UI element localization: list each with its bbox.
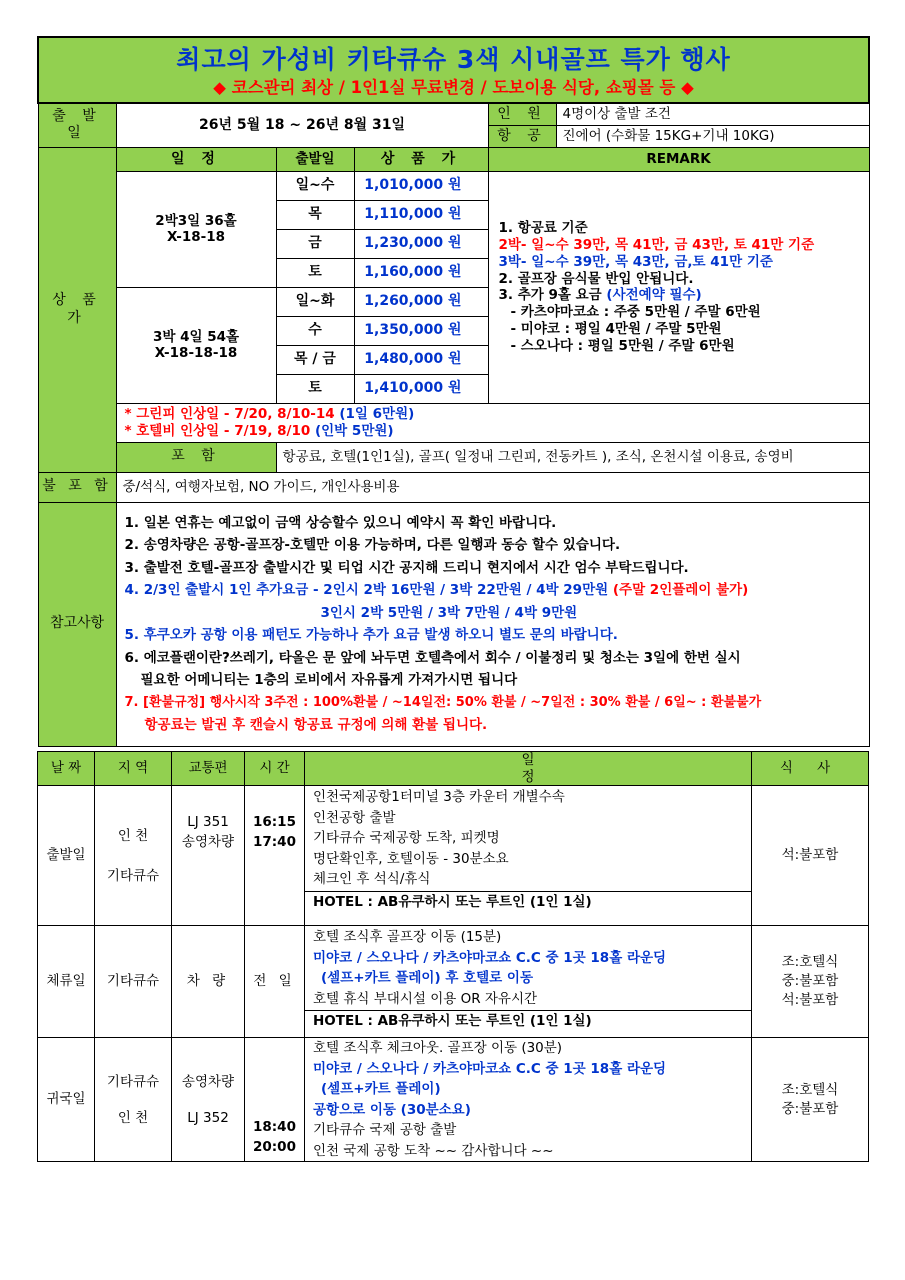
package-price: 1,110,000 원: [354, 200, 488, 229]
itin-header-region: 지 역: [95, 751, 172, 786]
col-header-schedule: 일 정: [116, 147, 276, 171]
itin-time: 전 일: [245, 926, 305, 1038]
itin-transport: 송영차량 LJ 352: [172, 1038, 245, 1162]
departure-day: 목: [276, 200, 354, 229]
included-value: 항공료, 호텔(1인1실), 골프( 일정내 그린피, 전동카트 ), 조식, 온천시설 이용료, 송영비: [276, 442, 869, 472]
hotel-info: HOTEL : AB유쿠하시 또는 루트인 (1인 1실): [305, 1010, 751, 1032]
itin-transport: LJ 351 송영차량: [172, 786, 245, 926]
title-banner: [38, 37, 869, 103]
product-price-label: 상 품 가: [38, 147, 116, 472]
itin-schedule: 호텔 조식후 체크아웃. 골프장 이동 (30분) 미야코 / 스오나다 / 카츠야마코쇼 C.C 중 1곳 18홀 라운딩 (셀프+카트 플레이) 공항으로 이동 (30분소요) 기타큐슈 국제 공항 출발 인천 국제 공항 도착 ~~ 감사합니다 ~~: [305, 1038, 752, 1162]
departure-label: 출 발 일: [38, 103, 116, 147]
departure-day: 목 / 금: [276, 345, 354, 374]
surcharge-notes: * 그린피 인상일 - 7/20, 8/10-14 (1일 6만원) * 호텔비 인상일 - 7/19, 8/10 (인박 5만원): [116, 403, 869, 442]
itinerary-table: [37, 751, 869, 1163]
itin-header-meal: 식 사: [752, 751, 869, 786]
itin-header-time: 시 간: [245, 751, 305, 786]
excluded-label: 불 포 함: [38, 472, 116, 502]
itin-region: 기타큐슈 인 천: [95, 1038, 172, 1162]
itin-date: 체류일: [38, 926, 95, 1038]
package-price: 1,160,000 원: [354, 258, 488, 287]
itin-date: 출발일: [38, 786, 95, 926]
itin-schedule: 인천국제공항1터미널 3층 카운터 개별수속 인천공항 출발 기타큐슈 국제공항 도착, 피켓명 명단확인후, 호텔이동 - 30분소요 체크인 후 석식/휴식 HOTEL : AB유쿠하시 또는 루트인 (1인 1실): [305, 786, 752, 926]
itin-region: 기타큐슈: [95, 926, 172, 1038]
itin-date: 귀국일: [38, 1038, 95, 1162]
package-price: 1,410,000 원: [354, 374, 488, 403]
itin-schedule: 호텔 조식후 골프장 이동 (15분) 미야코 / 스오나다 / 카츠야마코쇼 C.C 중 1곳 18홀 라운딩 (셀프+카트 플레이) 후 호텔로 이동 호텔 휴식 부대시설 이용 OR 자유시간 HOTEL : AB유쿠하시 또는 루트인 (1인 1실): [305, 926, 752, 1038]
package-price: 1,350,000 원: [354, 316, 488, 345]
itin-time: 16:15 17:40: [245, 786, 305, 926]
remark-box: 1. 항공료 기준 2박- 일~수 39만, 목 41만, 금 43만, 토 41만 기준 3박- 일~수 39만, 목 43만, 금,토 41만 기준 2. 골프장 음식물 반입 안됩니다. 3. 추가 9홀 요금 (사전예약 필수) - 카츠야마코쇼 : 주중 5만원 / 주말 6만원 - 미야코 : 평일 4만원 / 주말 5만원 - 스오나다 : 평일 5만원 / 주말 6만원: [488, 171, 869, 403]
departure-day: 수: [276, 316, 354, 345]
package-price: 1,230,000 원: [354, 229, 488, 258]
included-label: 포 함: [116, 442, 276, 472]
package-price: 1,260,000 원: [354, 287, 488, 316]
departure-day: 일~수: [276, 171, 354, 200]
notes-box: 1. 일본 연휴는 예고없이 금액 상승할수 있으니 예약시 꼭 확인 바랍니다. 2. 송영차량은 공항-골프장-호텔만 이용 가능하며, 다른 일행과 동승 할수 있습니다. 3. 출발전 호텔-골프장 출발시간 및 티업 시간 공지해 드리니 현지에서 시간 엄수 부탁드립니다. 4. 2/3인 출발시 1인 추가요금 - 2인시 2박 16만원 / 3박 22만원 / 4박 29만원 (주말 2인플레이 불가) 3인시 2박 5만원 / 3박 7만원 / 4박 9만원 5. 후쿠오카 공항 이용 패턴도 가능하나 추가 요금 발생 하오니 별도 문의 바랍니다. 6. 에코플랜이란?쓰레기, 타올은 문 앞에 놔두면 호텔측에서 회수 / 이불정리 및 청소는 3일에 한번 실시 필요한 어메니티는 1층의 로비에서 자유롭게 가져가시면 됩니다 7. [환불규정] 행사시작 3주전 : 100%환불 / ~14일전: 50% 환불 / ~7일전 : 30% 환불 / 6일~ : 환불불가 항공료는 발권 후 캔슬시 항공료 규정에 의해 환불 됩니다.: [116, 502, 869, 746]
departure-day: 토: [276, 258, 354, 287]
page-title: 최고의 가성비 키타큐슈 3색 시내골프 특가 행사: [176, 44, 731, 74]
info-table: [37, 36, 870, 747]
itin-header-transport: 교통편: [172, 751, 245, 786]
excluded-value: 중/석식, 여행자보험, NO 가이드, 개인사용비용: [116, 472, 869, 502]
hotel-info: HOTEL : AB유쿠하시 또는 루트인 (1인 1실): [305, 891, 751, 913]
itin-region: 인 천 기타큐슈: [95, 786, 172, 926]
itin-meal: 조:호텔식 중:불포함 석:불포함: [752, 926, 869, 1038]
departure-day: 금: [276, 229, 354, 258]
people-label: 인 원: [488, 103, 556, 125]
package-name: 2박3일 36홀 X-18-18: [116, 171, 276, 287]
departure-day: 토: [276, 374, 354, 403]
tour-flyer: [37, 36, 868, 1162]
itin-meal: 조:호텔식 중:불포함: [752, 1038, 869, 1162]
itin-transport: 차 량: [172, 926, 245, 1038]
itin-header-date: 날 짜: [38, 751, 95, 786]
page-subtitle: ◆ 코스관리 최상 / 1인1실 무료변경 / 도보이용 식당, 쇼핑몰 등 ◆: [213, 77, 694, 97]
departure-day: 일~화: [276, 287, 354, 316]
itin-header-schedule: 일 정: [305, 751, 752, 786]
col-header-price: 상 품 가: [354, 147, 488, 171]
package-price: 1,480,000 원: [354, 345, 488, 374]
people-value: 4명이상 출발 조건: [556, 103, 869, 125]
departure-value: 26년 5월 18 ~ 26년 8월 31일: [116, 103, 488, 147]
airline-label: 항 공: [488, 125, 556, 147]
itin-meal: 석:불포함: [752, 786, 869, 926]
package-price: 1,010,000 원: [354, 171, 488, 200]
col-header-remark: REMARK: [488, 147, 869, 171]
notes-label: 참고사항: [38, 502, 116, 746]
airline-value: 진에어 (수화물 15KG+기내 10KG): [556, 125, 869, 147]
itin-time: 18:40 20:00: [245, 1038, 305, 1162]
col-header-departure-day: 출발일: [276, 147, 354, 171]
package-name: 3박 4일 54홀 X-18-18-18: [116, 287, 276, 403]
